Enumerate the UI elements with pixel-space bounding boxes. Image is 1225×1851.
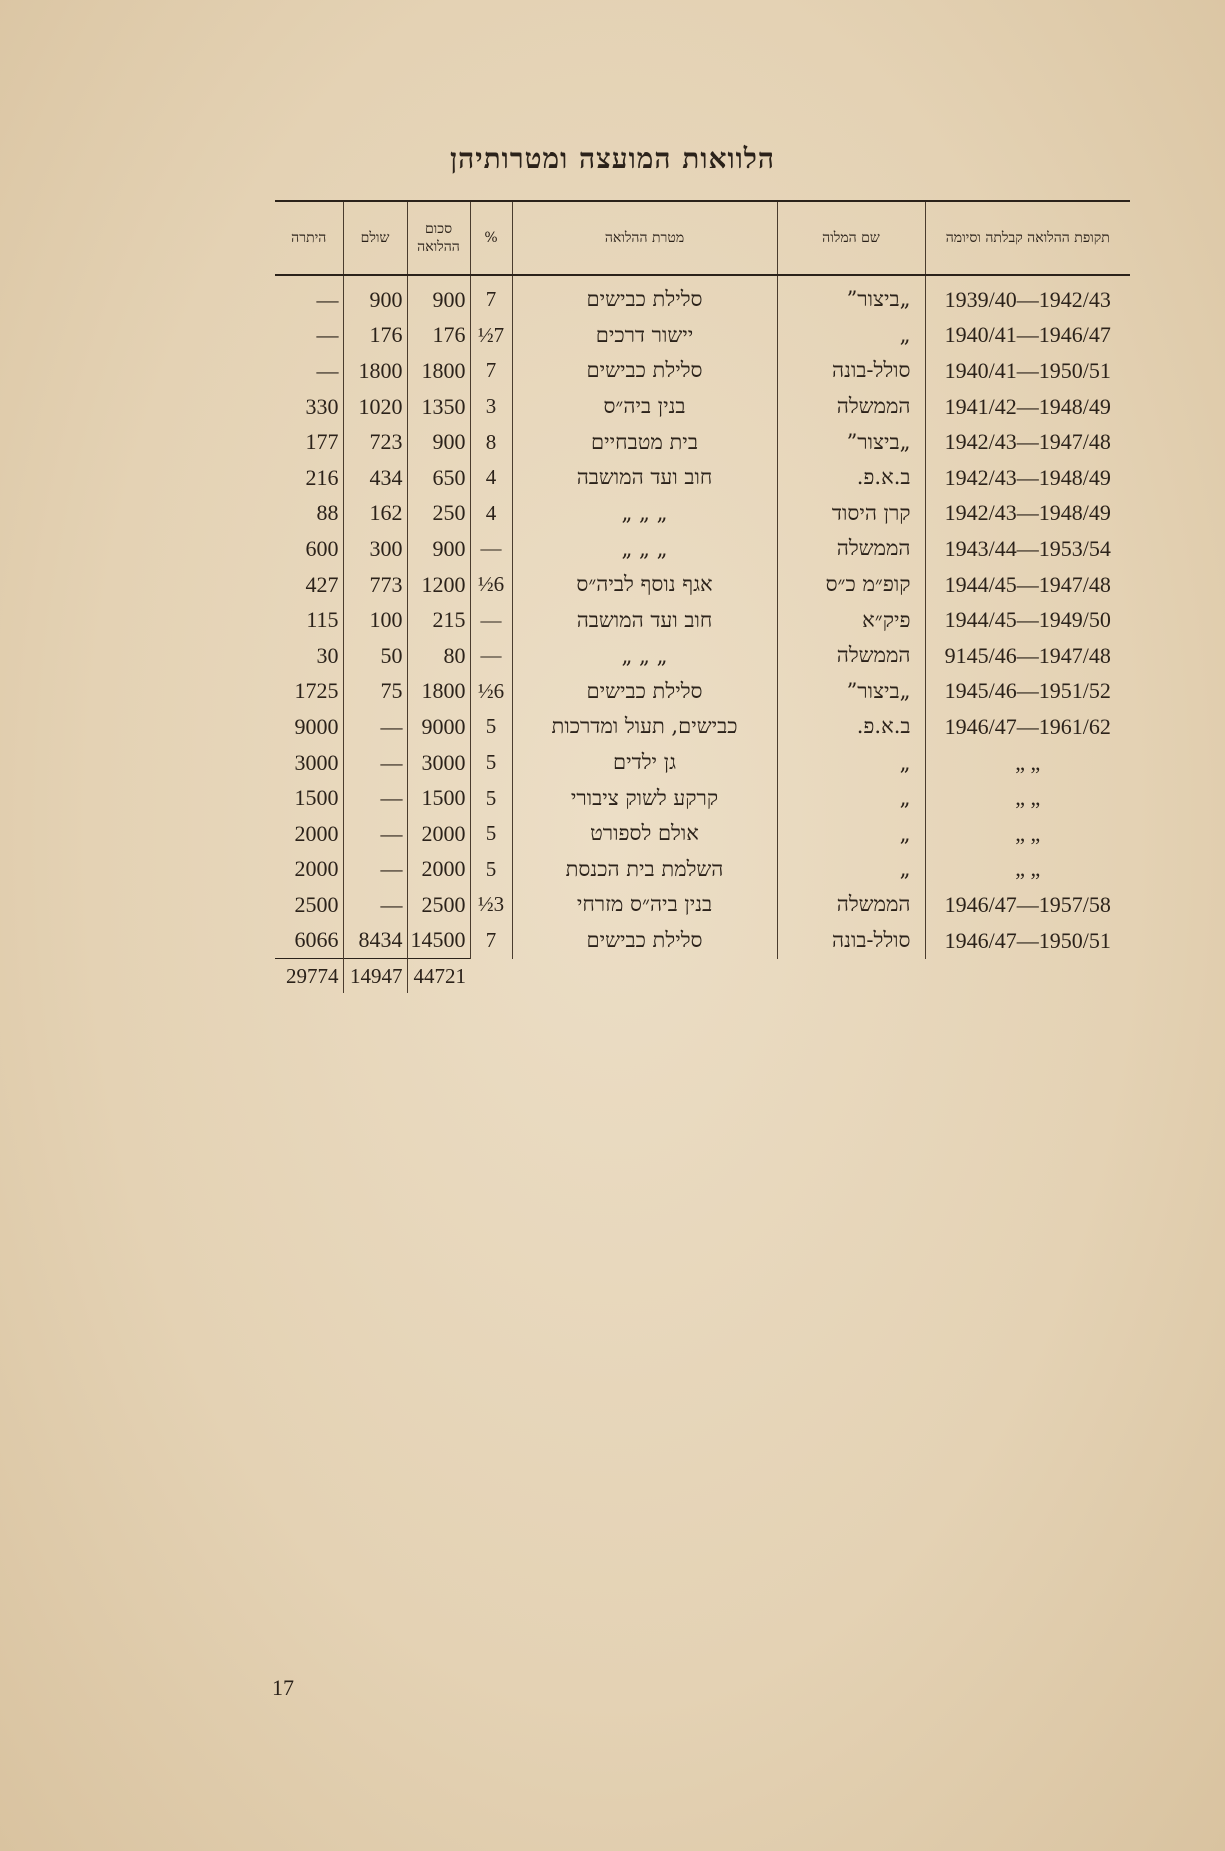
cell-lender: קרן היסוד bbox=[777, 496, 925, 532]
cell-period: „ „ bbox=[925, 780, 1130, 816]
cell-period: „ „ bbox=[925, 745, 1130, 781]
cell-paid: 162 bbox=[343, 496, 407, 532]
cell-amount: 9000 bbox=[407, 709, 470, 745]
cell-balance: 1500 bbox=[294, 785, 339, 811]
cell-balance: — bbox=[316, 286, 339, 312]
cell-lender: „ביצור” bbox=[777, 275, 925, 318]
cell-lender: הממשלה bbox=[777, 887, 925, 923]
cell-balance: 1725 bbox=[294, 678, 339, 704]
cell-period: 1941/42—1948/49 bbox=[925, 389, 1130, 425]
cell-amount: 250 bbox=[407, 496, 470, 532]
cell-period: 1940/41—1950/51 bbox=[925, 353, 1130, 389]
total-balance: 29774 bbox=[275, 959, 343, 994]
totals-spacer bbox=[512, 959, 777, 994]
cell-percent: 5 bbox=[470, 709, 512, 745]
cell-balance: — bbox=[316, 322, 339, 348]
cell-amount: 900 bbox=[407, 531, 470, 567]
cell-balance: 427 bbox=[305, 571, 339, 597]
totals-spacer bbox=[777, 959, 925, 994]
cell-lender: הממשלה bbox=[777, 638, 925, 674]
cell-amount: 3000 bbox=[407, 745, 470, 781]
column-header-paid: שולם bbox=[343, 201, 407, 275]
cell-purpose: השלמת בית הכנסת bbox=[512, 852, 777, 888]
cell-purpose: „ „ „ bbox=[512, 531, 777, 567]
cell-percent: 5 bbox=[470, 780, 512, 816]
cell-percent: — bbox=[470, 531, 512, 567]
cell-percent: 3½ bbox=[470, 887, 512, 923]
column-header-percent: % bbox=[470, 201, 512, 275]
table-row bbox=[275, 887, 1130, 923]
cell-amount: 1500 bbox=[407, 780, 470, 816]
cell-percent: 4 bbox=[470, 496, 512, 532]
cell-lender: סולל-בונה bbox=[777, 923, 925, 959]
cell-balance: 2000 bbox=[294, 856, 339, 882]
cell-purpose: „ „ „ bbox=[512, 496, 777, 532]
cell-paid: 900 bbox=[343, 275, 407, 318]
cell-lender: ב.א.פ. bbox=[777, 460, 925, 496]
loans-table-container bbox=[275, 200, 1130, 993]
cell-amount: 900 bbox=[407, 275, 470, 318]
cell-balance: 2000 bbox=[294, 820, 339, 846]
cell-amount: 1800 bbox=[407, 674, 470, 710]
cell-period: 1946/47—1961/62 bbox=[925, 709, 1130, 745]
table-header-row bbox=[275, 201, 1130, 275]
cell-percent: 6½ bbox=[470, 567, 512, 603]
cell-purpose: בנין ביה״ס bbox=[512, 389, 777, 425]
cell-paid: 100 bbox=[343, 602, 407, 638]
table-row bbox=[275, 496, 1130, 532]
cell-percent: 3 bbox=[470, 389, 512, 425]
cell-paid: 300 bbox=[343, 531, 407, 567]
cell-percent: 5 bbox=[470, 816, 512, 852]
total-amount: 44721 bbox=[407, 959, 470, 994]
cell-lender: „ביצור” bbox=[777, 674, 925, 710]
cell-paid: — bbox=[343, 887, 407, 923]
cell-percent: 5 bbox=[470, 852, 512, 888]
cell-balance: 3000 bbox=[294, 749, 339, 775]
cell-balance: 9000 bbox=[294, 713, 339, 739]
cell-amount: 650 bbox=[407, 460, 470, 496]
table-row bbox=[275, 389, 1130, 425]
column-header-lender: שם המלוה bbox=[777, 201, 925, 275]
cell-percent: 7 bbox=[470, 353, 512, 389]
cell-lender: „ bbox=[777, 318, 925, 354]
cell-balance: 600 bbox=[305, 535, 339, 561]
cell-purpose: גן ילדים bbox=[512, 745, 777, 781]
cell-lender: „ bbox=[777, 780, 925, 816]
cell-paid: — bbox=[343, 745, 407, 781]
cell-balance: 177 bbox=[305, 429, 339, 455]
cell-period: „ „ bbox=[925, 852, 1130, 888]
cell-period: 1944/45—1947/48 bbox=[925, 567, 1130, 603]
cell-percent: 5 bbox=[470, 745, 512, 781]
cell-amount: 2000 bbox=[407, 816, 470, 852]
cell-period: 1940/41—1946/47 bbox=[925, 318, 1130, 354]
table-row bbox=[275, 318, 1130, 354]
cell-paid: 8434 bbox=[343, 923, 407, 959]
table-body bbox=[275, 275, 1130, 959]
cell-percent: — bbox=[470, 602, 512, 638]
table-row bbox=[275, 709, 1130, 745]
cell-lender: פיק״א bbox=[777, 602, 925, 638]
table-row bbox=[275, 674, 1130, 710]
cell-amount: 900 bbox=[407, 424, 470, 460]
table-row bbox=[275, 531, 1130, 567]
cell-period: 9145/46—1947/48 bbox=[925, 638, 1130, 674]
cell-purpose: אולם לספורט bbox=[512, 816, 777, 852]
table-row bbox=[275, 567, 1130, 603]
cell-paid: 176 bbox=[343, 318, 407, 354]
cell-purpose: יישור דרכים bbox=[512, 318, 777, 354]
table-row bbox=[275, 424, 1130, 460]
cell-lender: „ביצור” bbox=[777, 424, 925, 460]
cell-paid: — bbox=[343, 816, 407, 852]
cell-purpose: קרקע לשוק ציבורי bbox=[512, 780, 777, 816]
table-row bbox=[275, 353, 1130, 389]
cell-amount: 14500 bbox=[407, 923, 470, 959]
loans-table bbox=[275, 200, 1130, 993]
column-header-amount: סכום ההלואה bbox=[407, 201, 470, 275]
table-row bbox=[275, 780, 1130, 816]
cell-amount: 1350 bbox=[407, 389, 470, 425]
cell-balance: 2500 bbox=[294, 891, 339, 917]
cell-percent: 7½ bbox=[470, 318, 512, 354]
cell-balance: 115 bbox=[306, 607, 339, 633]
cell-lender: הממשלה bbox=[777, 389, 925, 425]
cell-period: 1943/44—1953/54 bbox=[925, 531, 1130, 567]
cell-paid: 1800 bbox=[343, 353, 407, 389]
cell-purpose: כבישים, תעול ומדרכות bbox=[512, 709, 777, 745]
cell-purpose: סלילת כבישים bbox=[512, 275, 777, 318]
cell-purpose: „ „ „ bbox=[512, 638, 777, 674]
cell-amount: 1200 bbox=[407, 567, 470, 603]
table-row bbox=[275, 275, 1130, 318]
table-row bbox=[275, 460, 1130, 496]
cell-period: 1946/47—1957/58 bbox=[925, 887, 1130, 923]
table-row bbox=[275, 602, 1130, 638]
cell-purpose: סלילת כבישים bbox=[512, 674, 777, 710]
cell-percent: 7 bbox=[470, 923, 512, 959]
cell-balance: 6066 bbox=[294, 927, 339, 953]
cell-amount: 176 bbox=[407, 318, 470, 354]
cell-purpose: סלילת כבישים bbox=[512, 353, 777, 389]
cell-percent: 7 bbox=[470, 275, 512, 318]
column-header-period: תקופת ההלואה קבלתה וסיומה bbox=[925, 201, 1130, 275]
cell-paid: 723 bbox=[343, 424, 407, 460]
cell-period: „ „ bbox=[925, 816, 1130, 852]
cell-purpose: אגף נוסף לביה״ס bbox=[512, 567, 777, 603]
cell-amount: 215 bbox=[407, 602, 470, 638]
column-header-balance: היתרה bbox=[275, 201, 343, 275]
table-row bbox=[275, 852, 1130, 888]
cell-lender: „ bbox=[777, 816, 925, 852]
cell-paid: 75 bbox=[343, 674, 407, 710]
cell-percent: — bbox=[470, 638, 512, 674]
cell-amount: 2000 bbox=[407, 852, 470, 888]
cell-lender: סולל-בונה bbox=[777, 353, 925, 389]
cell-paid: 434 bbox=[343, 460, 407, 496]
cell-percent: 4 bbox=[470, 460, 512, 496]
cell-paid: 50 bbox=[343, 638, 407, 674]
cell-balance: 216 bbox=[305, 464, 339, 490]
total-paid: 14947 bbox=[343, 959, 407, 994]
table-row bbox=[275, 923, 1130, 959]
cell-percent: 8 bbox=[470, 424, 512, 460]
totals-row bbox=[275, 959, 1130, 994]
cell-purpose: סלילת כבישים bbox=[512, 923, 777, 959]
page-title: הלוואות המועצה ומטרותיהן bbox=[450, 142, 775, 175]
cell-amount: 1800 bbox=[407, 353, 470, 389]
cell-period: 1939/40—1942/43 bbox=[925, 275, 1130, 318]
cell-lender: ב.א.פ. bbox=[777, 709, 925, 745]
cell-period: 1945/46—1951/52 bbox=[925, 674, 1130, 710]
cell-purpose: בנין ביה״ס מזרחי bbox=[512, 887, 777, 923]
cell-paid: — bbox=[343, 709, 407, 745]
cell-amount: 80 bbox=[407, 638, 470, 674]
column-header-purpose: מטרת ההלואה bbox=[512, 201, 777, 275]
cell-period: 1944/45—1949/50 bbox=[925, 602, 1130, 638]
cell-percent: 6½ bbox=[470, 674, 512, 710]
totals-spacer bbox=[925, 959, 1130, 994]
cell-period: 1942/43—1948/49 bbox=[925, 496, 1130, 532]
cell-paid: — bbox=[343, 852, 407, 888]
cell-period: 1942/43—1947/48 bbox=[925, 424, 1130, 460]
totals-spacer bbox=[470, 959, 512, 994]
page-number: 17 bbox=[272, 1675, 294, 1700]
table-row bbox=[275, 638, 1130, 674]
cell-lender: „ bbox=[777, 745, 925, 781]
cell-lender: „ bbox=[777, 852, 925, 888]
cell-purpose: בית מטבחיים bbox=[512, 424, 777, 460]
cell-lender: הממשלה bbox=[777, 531, 925, 567]
cell-period: 1942/43—1948/49 bbox=[925, 460, 1130, 496]
cell-period: 1946/47—1950/51 bbox=[925, 923, 1130, 959]
cell-lender: קופ״מ כ״ס bbox=[777, 567, 925, 603]
cell-purpose: חוב ועד המושבה bbox=[512, 602, 777, 638]
table-row bbox=[275, 816, 1130, 852]
cell-balance: 88 bbox=[316, 500, 339, 526]
cell-balance: 330 bbox=[305, 393, 339, 419]
cell-paid: 773 bbox=[343, 567, 407, 603]
cell-balance: — bbox=[316, 357, 339, 383]
cell-amount: 2500 bbox=[407, 887, 470, 923]
cell-paid: 1020 bbox=[343, 389, 407, 425]
cell-purpose: חוב ועד המושבה bbox=[512, 460, 777, 496]
table-row bbox=[275, 745, 1130, 781]
cell-paid: — bbox=[343, 780, 407, 816]
cell-balance: 30 bbox=[316, 642, 339, 668]
